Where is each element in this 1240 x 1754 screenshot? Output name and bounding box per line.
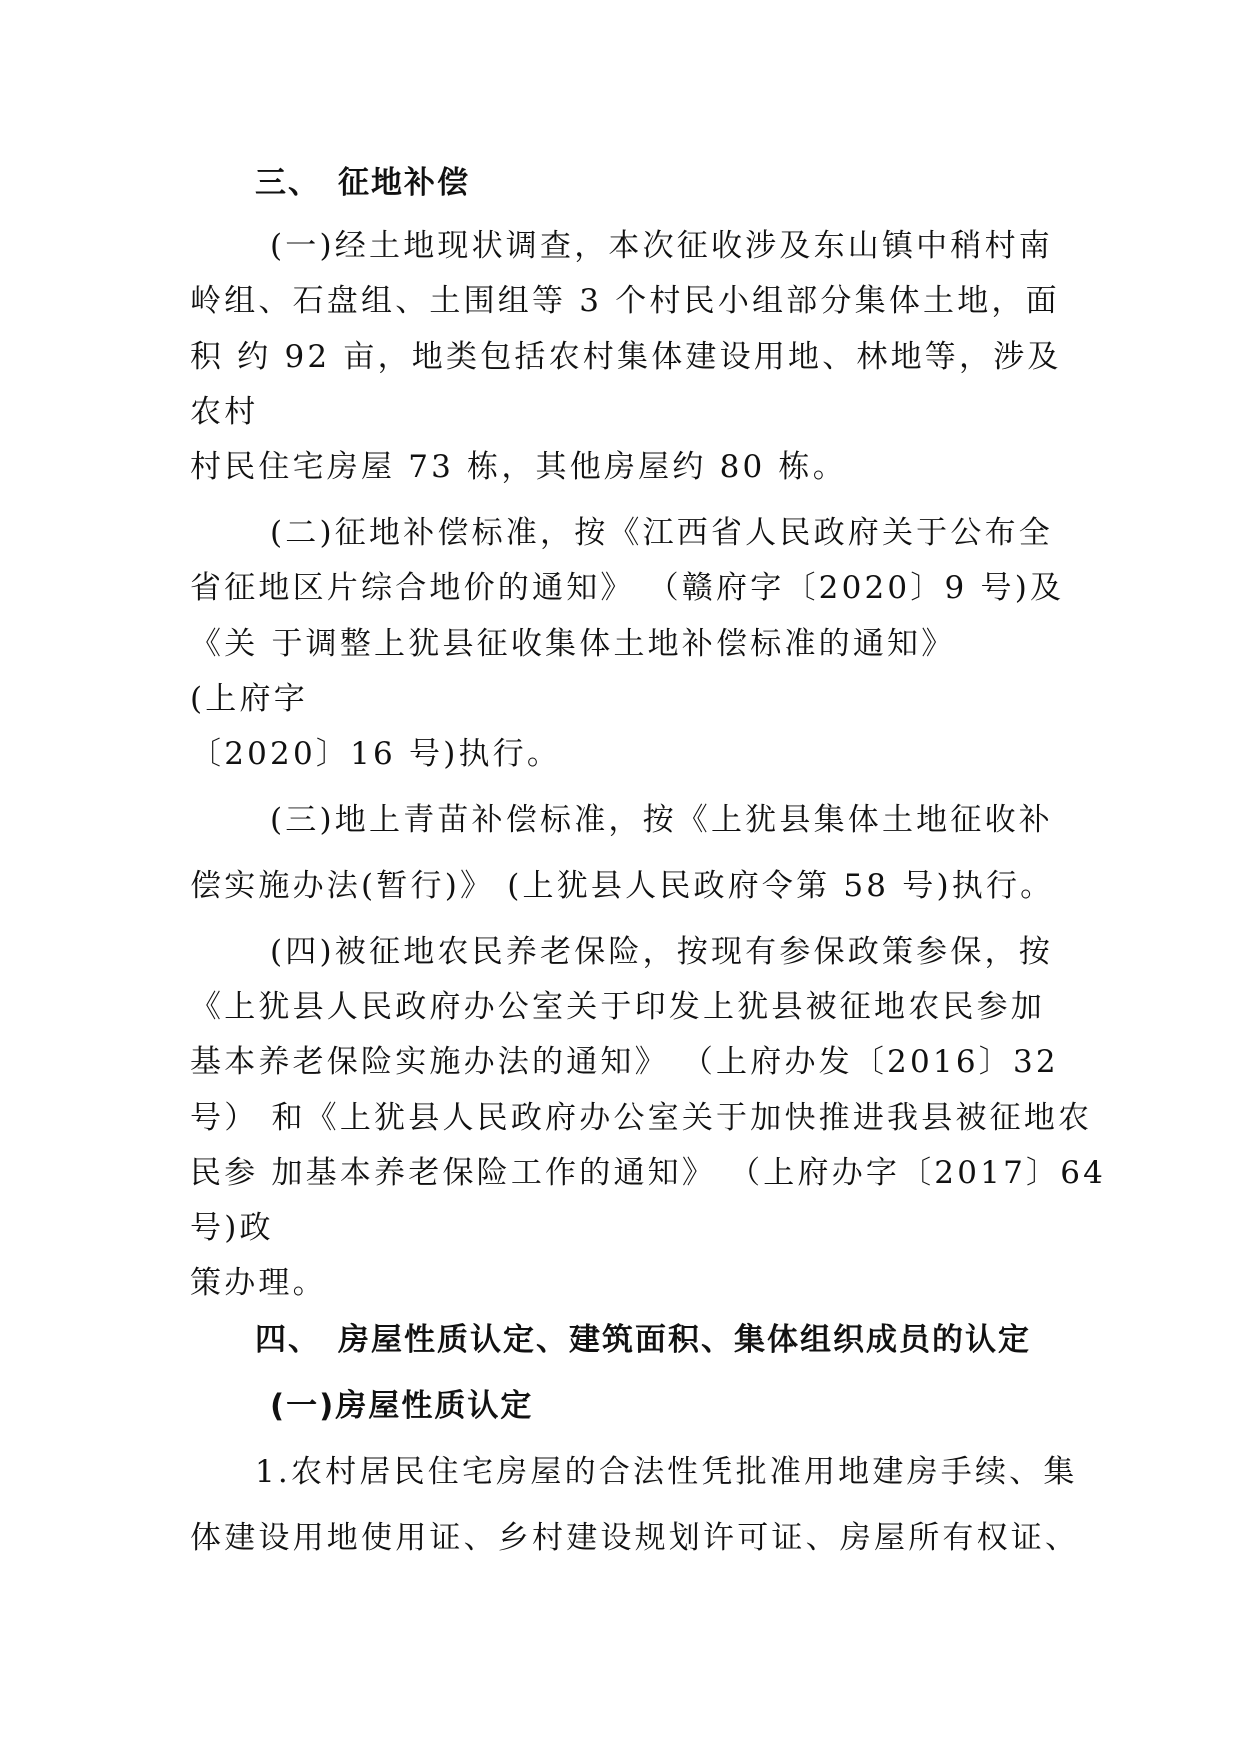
paragraph-line: 体建设用地使用证、乡村建设规划许可证、房屋所有权证、: [190, 1520, 1080, 1556]
paragraph-line: 基本养老保险实施办法的通知》 （上府办发〔2016〕32: [190, 1044, 1059, 1080]
paragraph-line: 农村: [190, 394, 259, 430]
paragraph-line: (二)征地补偿标准，按《江西省人民政府关于公布全: [270, 515, 1053, 551]
paragraph-line: 岭组、石盘组、土围组等 3 个村民小组部分集体土地，面: [190, 283, 1060, 319]
paragraph-line: (四)被征地农民养老保险，按现有参保政策参保，按: [270, 934, 1053, 970]
section-3-number: 三、: [255, 165, 321, 201]
paragraph-line: (一)经土地现状调查，本次征收涉及东山镇中稍村南: [270, 228, 1053, 264]
paragraph-line: 省征地区片综合地价的通知》 （赣府字〔2020〕9 号)及: [190, 570, 1065, 606]
section-3-title: 征地补偿: [338, 165, 470, 201]
paragraph-line: 村民住宅房屋 73 栋，其他房屋约 80 栋。: [190, 449, 847, 485]
section-4-number: 四、: [255, 1322, 321, 1358]
paragraph-line: (三)地上青苗补偿标准，按《上犹县集体土地征收补: [270, 802, 1053, 838]
paragraph-line: 号)政: [190, 1210, 274, 1246]
paragraph-line: (上府字: [190, 681, 308, 717]
paragraph-line: 偿实施办法(暂行)》 (上犹县人民政府令第 58 号)执行。: [190, 868, 1055, 904]
paragraph-line: 1.农村居民住宅房屋的合法性凭批准用地建房手续、集: [255, 1454, 1078, 1490]
paragraph-line: 策办理。: [190, 1265, 327, 1301]
paragraph-line: 《上犹县人民政府办公室关于印发上犹县被征地农民参加: [190, 989, 1045, 1025]
subsection-heading: (一)房屋性质认定: [270, 1388, 534, 1424]
paragraph-line: 〔2020〕16 号)执行。: [190, 736, 562, 772]
paragraph-line: 民参 加基本养老保险工作的通知》 （上府办字〔2017〕64: [190, 1155, 1107, 1191]
section-4-title: 房屋性质认定、建筑面积、集体组织成员的认定: [338, 1322, 1031, 1358]
paragraph-line: 《关 于调整上犹县征收集体土地补偿标准的通知》: [190, 626, 956, 662]
paragraph-line: 号） 和《上犹县人民政府办公室关于加快推进我县被征地农: [190, 1100, 1093, 1136]
paragraph-line: 积 约 92 亩，地类包括农村集体建设用地、林地等，涉及: [190, 339, 1062, 375]
